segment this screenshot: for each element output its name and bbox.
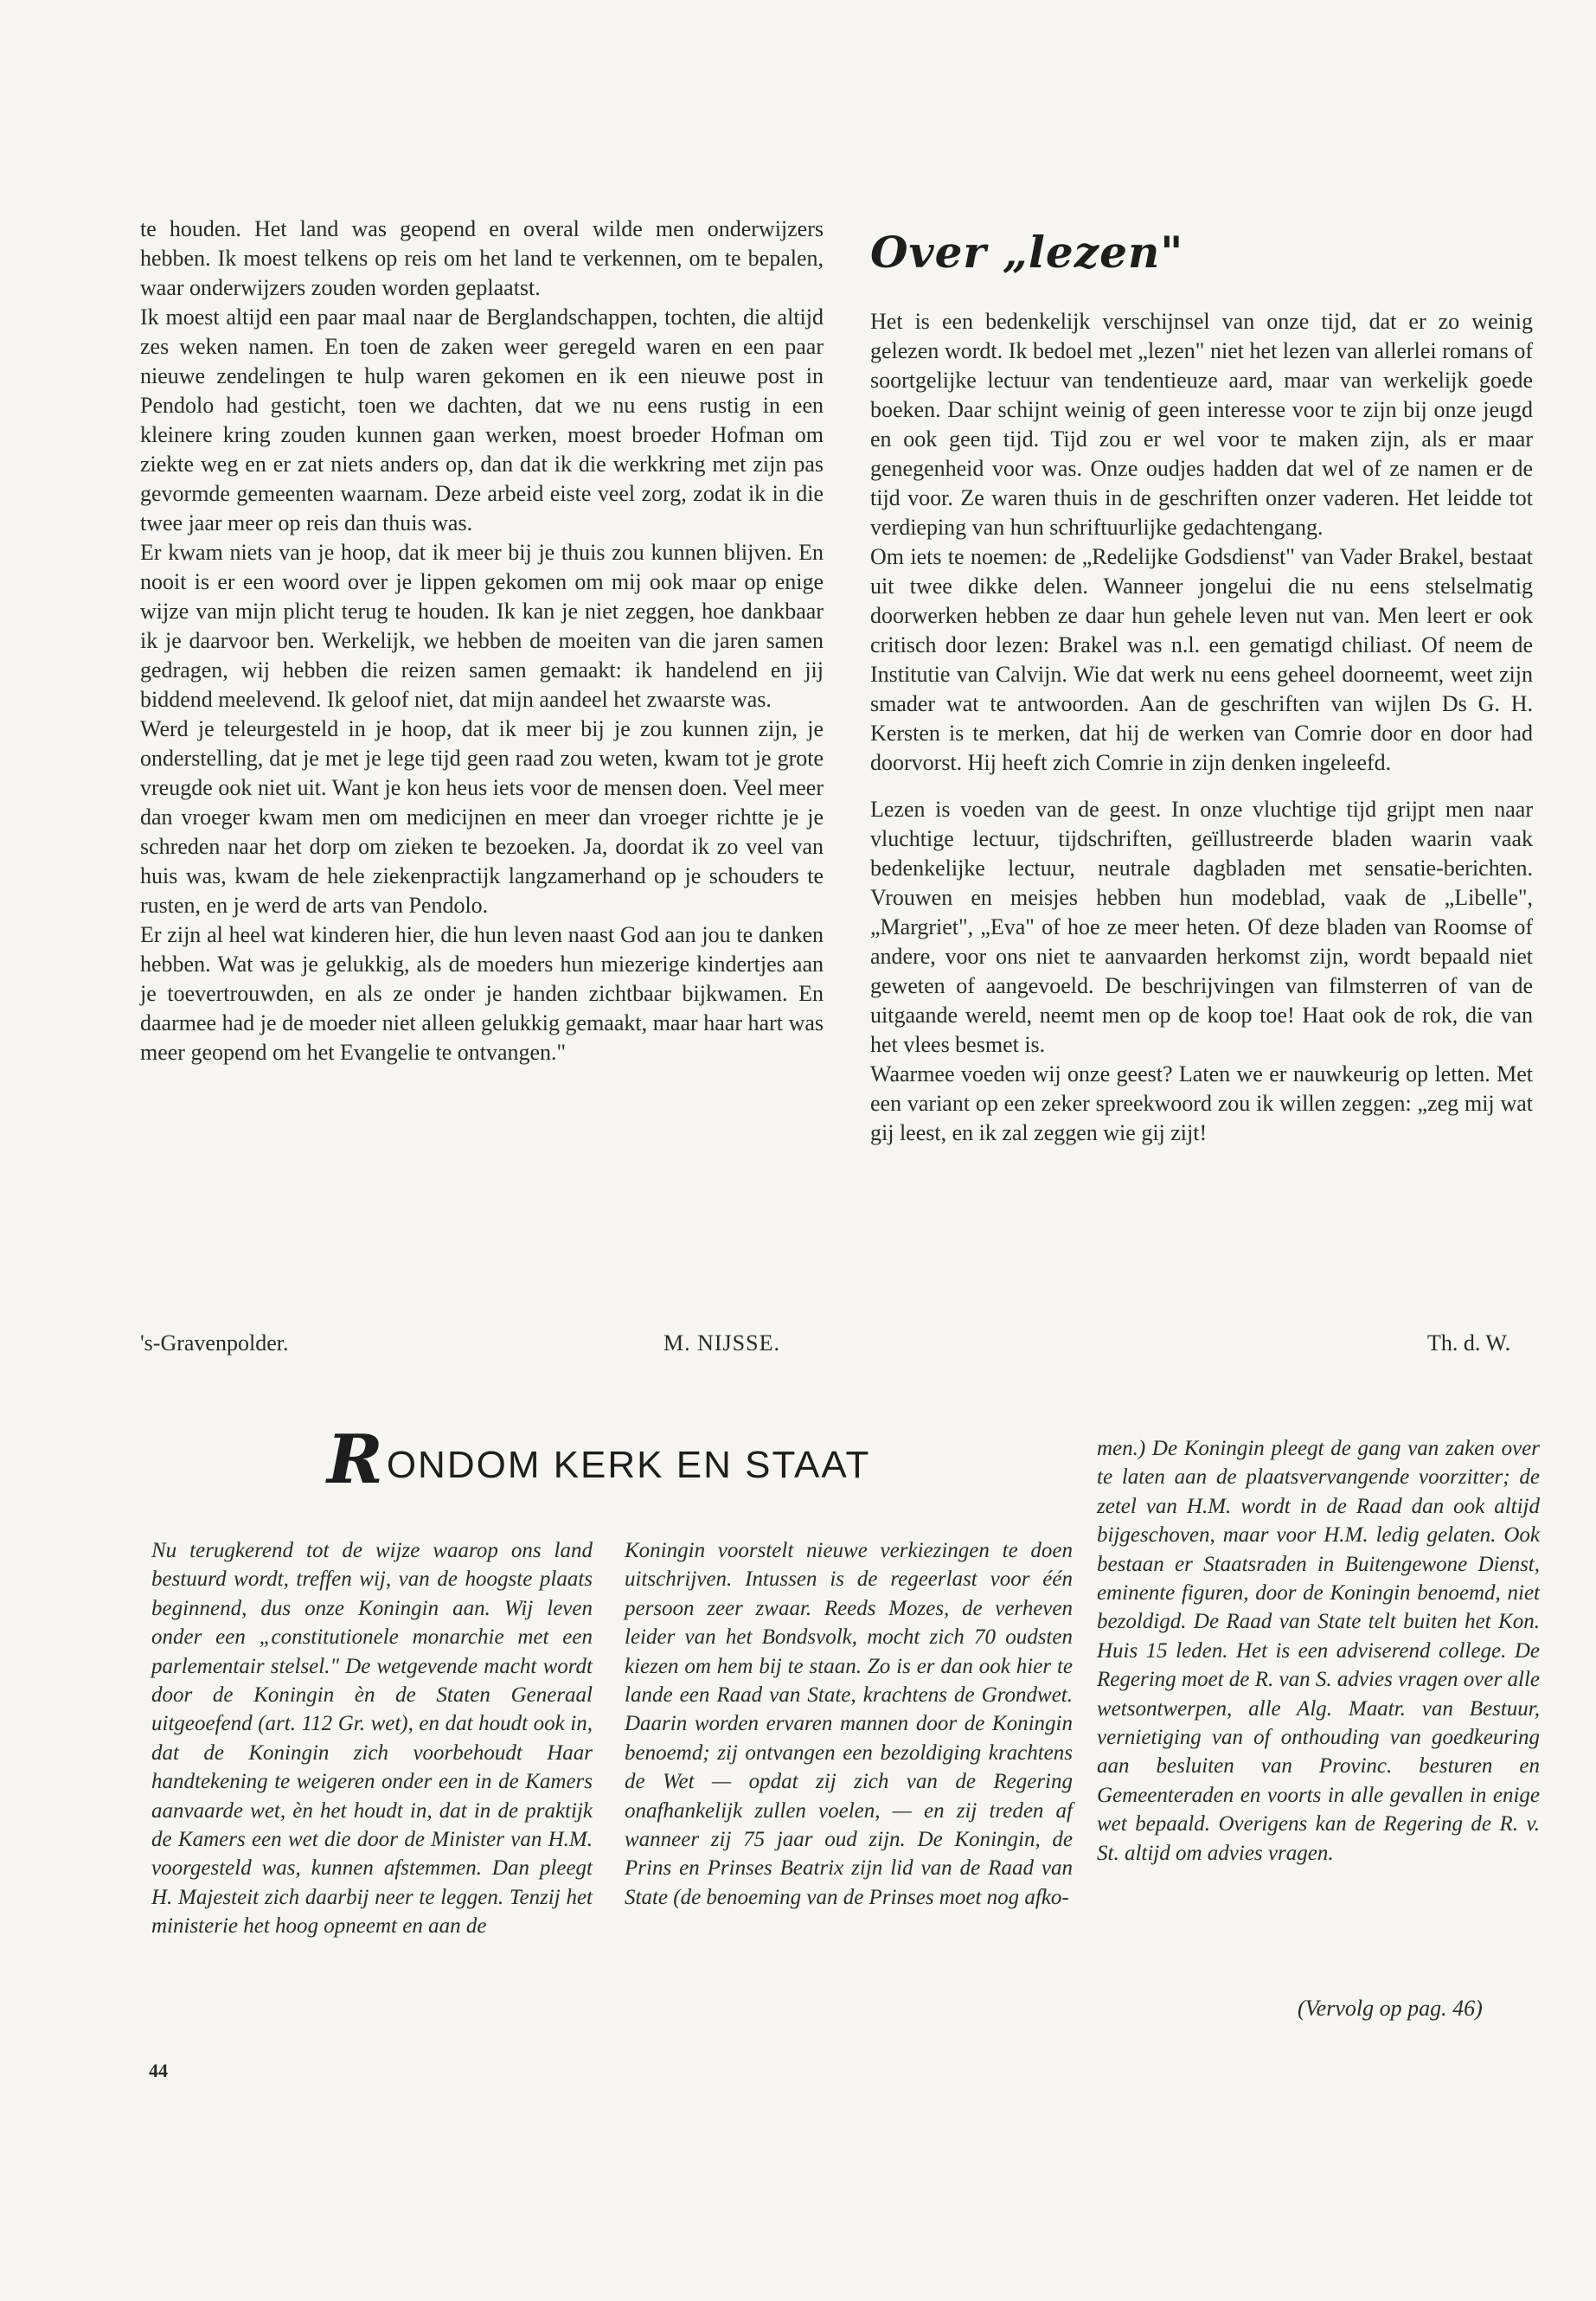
lezen-paragraph: Waarmee voeden wij onze geest? Laten we er nauwkeurig op letten. Met een variant op een zeker spreekwoord zou ik willen zeggen: „zeg mij wat gij leest, en ik zal zeggen wie gij zijt! [870, 1061, 1533, 1145]
rondom-title-initial: R [327, 1420, 385, 1499]
rondom-column-2: Koningin voorstelt nieuwe verkiezingen te doen uitschrijven. Intussen is de regeerlast voor één persoon zeer zwaar. Reeds Mozes, de verheven leider van het Bondsvolk, mocht zich 70 oudsten kiezen om hem bij te staan. Zo is er dan ook hier te lande een Raad van State, krachtens de Grondwet. Daarin worden ervaren mannen door de Koningin benoemd; zij ontvangen een bezoldiging krachtens de Wet — opdat zij zich van de Regering onafhankelijk zullen voelen, — en zij treden af wanneer zij 75 jaar oud zijn. De Koningin, de Prins en Prinses Beatrix zijn lid van de Raad van State (de benoeming van de Prinses moet nog afko- [625, 1539, 1073, 1909]
memoir-paragraph: Er zijn al heel wat kinderen hier, die hun leven naast God aan jou te danken hebben. Wat was je gelukkig, als de moeders hun miezerige kindertjes aan je toevertrouwden, en als ze onder je handen zichtbaar bijkwamen. En daarmee had je de moeder niet alleen gelukkig gemaakt, maar haar hart was meer geopend om het Evangelie te ontvangen." [140, 922, 824, 1065]
memoir-paragraph: Er kwam niets van je hoop, dat ik meer bij je thuis zou kunnen blijven. En nooit is er een woord over je lippen gekomen om mij ook maar op enige wijze van mijn plicht terug te houden. Ik kan je niet zeggen, hoe dankbaar ik je daarvoor ben. Werkelijk, we hebben de moeiten van die jaren samen gedragen, wij hebben die reizen samen gemaakt: ik handelend en jij biddend meelevend. Ik geloof niet, dat mijn aandeel het zwaarste was. [140, 540, 824, 712]
lezen-title: Over „lezen" [870, 227, 1184, 278]
rondom-column-1: Nu terugkerend tot de wijze waarop ons land bestuurd wordt, treffen wij, van de hoogste plaats beginnend, dus onze Koningin aan. Wij leven onder een „constitutionele monarchie met een parlementair stelsel." De wetgevende macht wordt door de Koningin èn de Staten Generaal uitgeoefend (art. 112 Gr. wet), en dat houdt ook in, dat de Koningin zich voorbehoudt Haar handtekening te weigeren onder een in de Kamers aanvaarde wet, èn het houdt in, dat in de praktijk de Kamers een wet die door de Minister van H.M. voorgesteld was, kunnen afstemmen. Dan pleegt H. Majesteit zich daarbij neer te leggen. Tenzij het ministerie het hoog opneemt en aan de [151, 1539, 593, 1939]
lezen-paragraph: Om iets te noemen: de „Redelijke Godsdienst" van Vader Brakel, bestaat uit twee dikke delen. Wanneer jongelui die nu eens stelselmatig doorwerken hebben ze daar hun gehele leven nut van. Men leert er ook critisch door lezen: Brakel was n.l. een gematigd chiliast. Of neem de Institutie van Calvijn. Wie dat werk nu eens geheel doorneemt, weet zijn smader wat te antwoorden. Aan de geschriften van wijlen Ds G. H. Kersten is te merken, dat hij de werken van Comrie door en door had doorvorst. Hij heeft zich Comrie in zijn denken ingeleefd. [870, 544, 1533, 775]
page-number: 44 [149, 2060, 168, 2081]
continued-note: (Vervolg op pag. 46) [1298, 1996, 1483, 2021]
memoir-paragraph: Ik moest altijd een paar maal naar de Berglandschappen, tochten, die altijd zes weken namen. En toen de zaken weer geregeld waren en een paar nieuwe zendelingen te hulp waren gekomen en ik een nieuwe post in Pendolo had gesticht, toen we dachten, dat we nu eens rustig in een kleinere kring zouden kunnen gaan werken, moest broeder Hofman om ziekte weg en er zat niets anders op, dan dat ik die werkkring met zijn pas gevormde gemeenten waarnam. Deze arbeid eiste veel zorg, zodat ik in die twee jaar meer op reis dan thuis was. [140, 304, 824, 535]
rondom-title [327, 1420, 871, 1499]
lezen-article-body [870, 307, 1533, 1148]
lezen-paragraph: Het is een bedenkelijk verschijnsel van onze tijd, dat er zo weinig gelezen wordt. Ik bedoel met „lezen" niet het lezen van allerlei romans of soortgelijke lectuur van tendentieuze aard, maar van werkelijk goede boeken. Daar schijnt weinig of geen interesse voor te zijn bij onze jeugd en ook geen tijd. Tijd zou er wel voor te maken zijn, als er maar genegenheid voor was. Onze oudjes hadden dat wel of ze namen er de tijd voor. Ze waren thuis in de geschriften onzer vaderen. Het leidde tot verdieping van hun schriftuurlijke gedachtengang. [870, 309, 1533, 540]
rondom-title-rest: ONDOM KERK EN STAAT [386, 1444, 871, 1486]
memoir-column [140, 215, 824, 1067]
signature-place: 's-Gravenpolder. [140, 1330, 289, 1356]
lezen-paragraph: Lezen is voeden van de geest. In onze vluchtige tijd grijpt men naar vluchtige lectuur, tijdschriften, geïllustreerde bladen waarin vaak bedenkelijke lectuur, neutrale dagbladen met sensatie-berichten. Vrouwen en meisjes hebben hun modeblad, vaak de „Libelle", „Margriet", „Eva" of hoe ze meer heten. Of deze bladen van Roomse of andere, voor ons niet te aanvaarden herkomst zijn, wordt bepaald niet geweten of aangevoeld. De beschrijvingen van filmsterren of van de uitgaande wereld, neemt men op de koop toe! Haat ook de rok, die van het vlees besmet is. [870, 797, 1533, 1057]
signature-author-thdw: Th. d. W. [1427, 1330, 1511, 1356]
memoir-paragraph: te houden. Het land was geopend en overal wilde men onderwijzers hebben. Ik moest telkens op reis om het land te verkennen, om te bepalen, waar onderwijzers zouden worden geplaatst. [140, 216, 824, 300]
signature-author-nijsse: M. NIJSSE. [663, 1330, 780, 1356]
rondom-column-3: men.) De Koningin pleegt de gang van zaken over te laten aan de plaatsvervangende voorzitter; de zetel van H.M. wordt in de Raad dan ook altijd bijgeschoven, maar voor H.M. ledig gelaten. Ook bestaan er Staatsraden in Buitengewone Dienst, eminente figuren, door de Koningin benoemd, niet bezoldigd. De Raad van State telt buiten het Kon. Huis 15 leden. Het is een adviserend college. De Regering moet de R. van S. advies vragen over alle wetsontwerpen, alle Alg. Maatr. van Bestuur, vernietiging van of onthouding van goedkeuring aan besluiten van Provinc. besturen en Gemeenteraden en voorts in alle gevallen in enige wet bepaald. Overigens kan de Regering de R. v. St. altijd om advies vragen. [1097, 1437, 1540, 1865]
memoir-paragraph: Werd je teleurgesteld in je hoop, dat ik meer bij je zou kunnen zijn, je onderstelling, dat je met je lege tijd geen raad zou weten, kwam tot je grote vreugde ook niet uit. Want je kon heus iets voor de mensen doen. Veel meer dan vroeger kwam men om medicijnen en meer dan vroeger richtte je je schreden naar het dorp om zieken te bezoeken. Ja, doordat ik zo veel van huis was, kwam de hele ziekenpractijk langzamerhand op je schouders te rusten, en je werd de arts van Pendolo. [140, 716, 824, 918]
